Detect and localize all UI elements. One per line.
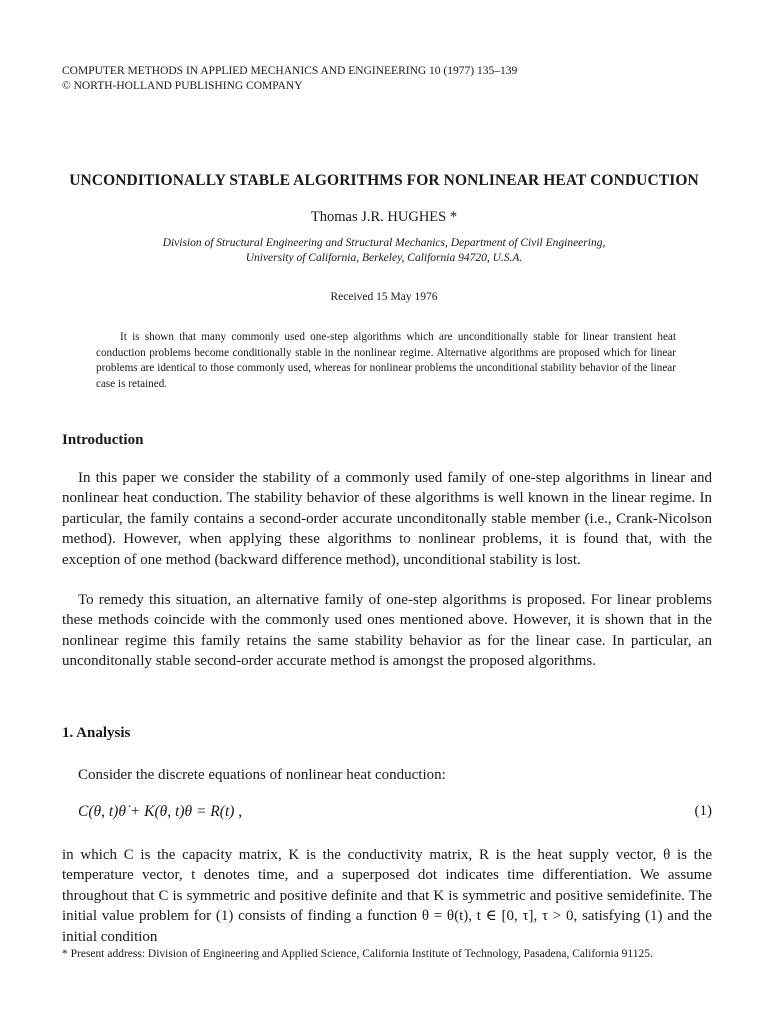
- paper-title: UNCONDITIONALLY STABLE ALGORITHMS FOR NONLINEAR HEAT CONDUCTION: [69, 172, 699, 189]
- analysis-paragraph-2: in which C is the capacity matrix, K is the conductivity matrix, R is the heat supply vector, θ is the temperature vector, t denotes time, and a superposed dot indicates time differentiation. We assume throughout that C is symmetric and positive definite and that K is symmetric and positive semidefinite. The initial value problem for (1) consists of finding a function θ = θ(t), t ∈ [0, τ], τ > 0, satisfying (1) and the initial condition: [62, 847, 712, 945]
- footnote: * Present address: Division of Engineering and Applied Science, California Institute of Technology, Pasadena, California 91125.: [62, 948, 653, 960]
- introduction-paragraph-2: To remedy this situation, an alternative family of one-step algorithms is proposed. For linear problems these methods coincide with the commonly used ones mentioned above. However, it is shown that in the nonlinear regime this family retains the same stability behavior as for the linear case. In particular, an unconditonally stable second-order accurate method is amongst the proposed algorithms.: [62, 592, 712, 670]
- equation-1: C(θ, t)θ̇ + K(θ, t)θ = R(t) ,: [78, 803, 243, 820]
- introduction-heading: Introduction: [62, 432, 144, 448]
- received-date: Received 15 May 1976: [330, 291, 438, 303]
- equation-number: (1): [694, 803, 712, 819]
- publisher-line: © NORTH-HOLLAND PUBLISHING COMPANY: [62, 80, 303, 92]
- abstract: It is shown that many commonly used one-step algorithms which are unconditionally stable for linear transient heat conduction problems become conditionally stable in the nonlinear regime. Alternative algorithms are proposed which for linear problems are identical to those commonly used, whereas for nonlinear problems the unconditional stability behavior of the linear case is retained.: [96, 331, 676, 390]
- analysis-paragraph-1: Consider the discrete equations of nonlinear heat conduction:: [78, 767, 446, 783]
- affiliation-line-1: Division of Structural Engineering and Structural Mechanics, Department of Civil Engineering,: [162, 237, 606, 249]
- journal-header: [62, 64, 517, 94]
- author: Thomas J.R. HUGHES *: [310, 209, 458, 225]
- analysis-heading: 1. Analysis: [62, 725, 131, 741]
- affiliation-line-2: University of California, Berkeley, California 94720, U.S.A.: [245, 252, 523, 264]
- introduction-paragraph-1: In this paper we consider the stability of a commonly used family of one-step algorithms in linear and nonlinear heat conduction. The stability behavior of these algorithms is well known in the linear regime. In particular, the family contains a second-order accurate unconditonally stable member (i.e., Crank-Nicolson method). However, when applying these algorithms to nonlinear problems, it is found that, with the exception of one method (backward difference method), unconditional stability is lost.: [62, 470, 712, 568]
- affiliation: [0, 236, 768, 266]
- journal-line: COMPUTER METHODS IN APPLIED MECHANICS AND ENGINEERING 10 (1977) 135–139: [62, 65, 518, 77]
